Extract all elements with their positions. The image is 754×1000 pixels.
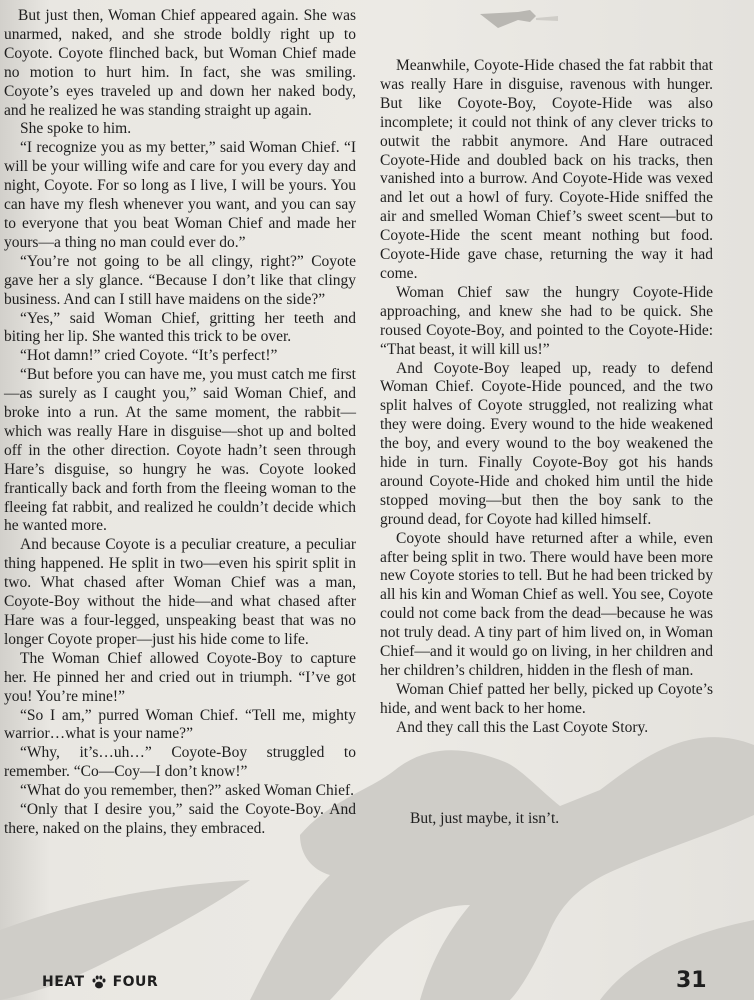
paragraph: “Hot damn!” cried Coyote. “It’s perfect!” <box>20 347 278 365</box>
paragraph: And because Coyote is a peculiar creature, a peculiar thing happened. He split in two—even his spirit split in two. What chased after Woman Chief was a man, Coyote-Boy without the hide—and what chased after Hare was a four-legged, unspeaking beast that was no longer Coyote proper—just his hide come to life. <box>4 536 356 648</box>
paw-print-icon <box>91 974 107 990</box>
paragraph: But just then, Woman Chief appeared again. She was unarmed, naked, and she strode boldly right up to Coyote. Coyote flinched back, but Woman Chief made no motion to hurt him. In fact, she was smiling. Coyote’s eyes traveled up and down her naked body, and he realized he was standing straight up again. <box>4 7 356 119</box>
paragraph: “Why, it’s…uh…” Coyote-Boy struggled to remember. “Co—Coy—I don’t know!” <box>4 744 356 781</box>
magazine-name-heat: HEAT <box>42 974 85 990</box>
paragraph: “But before you can have me, you must catch me first—as surely as I caught you,” said Woman Chief, and broke into a run. At the same moment, the rabbit—which was really Hare in disguise—shot up and bolted off in the other direction. Coyote hadn’t seen through Hare’s disguise, so hungry he was. Coyote looked frantically back and forth from the fleeing woman to the fleeing fat rabbit, and realized he couldn’t decide which he wanted more. <box>4 366 356 535</box>
paragraph: “Only that I desire you,” said the Coyote-Boy. And there, naked on the plains, they embraced. <box>4 801 356 837</box>
page-number: 31 <box>676 968 707 993</box>
magazine-name-four: FOUR <box>112 974 159 990</box>
paragraph: “I recognize you as my better,” said Woman Chief. “I will be your willing wife and care for you every day and night, Coyote. For so long as I live, I will be yours. You can have my flesh whenever you want, and you can say to everyone that you beat Woman Chief and made her yours—a thing no man could ever do.” <box>4 139 356 251</box>
paragraph: “You’re not going to be all clingy, right?” Coyote gave her a sly glance. “Because I don’t like that clingy business. And can I still have maidens on the side?” <box>4 252 356 308</box>
paragraph: Coyote should have returned after a while, even after being split in two. There would have been more new Coyote stories to tell. But he had been tricked by all his kin and Woman Chief as well. You see, Coyote could not come back from the dead—because he was not truly dead. A tiny part of him lived on, in Woman Chief—and it would go on living, in her children and her children’s children, hidden in the flesh of man. <box>380 529 713 679</box>
paragraph: The Woman Chief allowed Coyote-Boy to capture her. He pinned her and cried out in triumph. “I’ve got you! You’re mine!” <box>4 649 356 705</box>
paragraph: Meanwhile, Coyote-Hide chased the fat rabbit that was really Hare in disguise, ravenous with hunger. But like Coyote-Boy, Coyote-Hide was also incomplete; it could not think of any clever tricks to outwit the rabbit anymore. And Hare outraced Coyote-Hide and doubled back on his tracks, then vanished into a burrow. And Coyote-Hide was vexed and let out a howl of fury. Coyote-Hide sniffed the air and smelled Woman Chief’s sweet scent—but to Coyote-Hide the scent meant nothing but food. Coyote-Hide gave chase, returning the way it had come. <box>380 57 713 282</box>
paragraph: And Coyote-Boy leaped up, ready to defend Woman Chief. Coyote-Hide pounced, and the two split halves of Coyote struggled, not realizing what they were doing. Every wound to the hide weakened the boy, and every wound to the boy weakened the hide in turn. Finally Coyote-Boy got his hands around Coyote-Hide and choked him until the hide stopped moving—but then the boy sank to the ground dead, for Coyote had killed himself. <box>380 359 713 528</box>
left-text-column <box>4 7 356 839</box>
right-text-column <box>380 57 713 738</box>
paragraph: Woman Chief patted her belly, picked up Coyote’s hide, and went back to her home. <box>380 680 713 717</box>
paragraph: “So I am,” purred Woman Chief. “Tell me, mighty warrior…what is your name?” <box>4 706 356 743</box>
closing-line: But, just maybe, it isn’t. <box>410 810 560 827</box>
magazine-footer <box>42 974 158 990</box>
arrowhead-ornament-icon <box>478 8 558 32</box>
paragraph: “Yes,” said Woman Chief, gritting her teeth and biting her lip. She wanted this trick to be over. <box>4 309 356 346</box>
paragraph: Woman Chief saw the hungry Coyote-Hide approaching, and knew she had to be quick. She roused Coyote-Boy, and pointed to the Coyote-Hide: “That beast, it will kill us!” <box>380 283 713 358</box>
paragraph: She spoke to him. <box>20 120 132 138</box>
paragraph: And they call this the Last Coyote Story. <box>396 718 649 736</box>
paragraph: “What do you remember, then?” asked Woman Chief. <box>20 782 354 800</box>
